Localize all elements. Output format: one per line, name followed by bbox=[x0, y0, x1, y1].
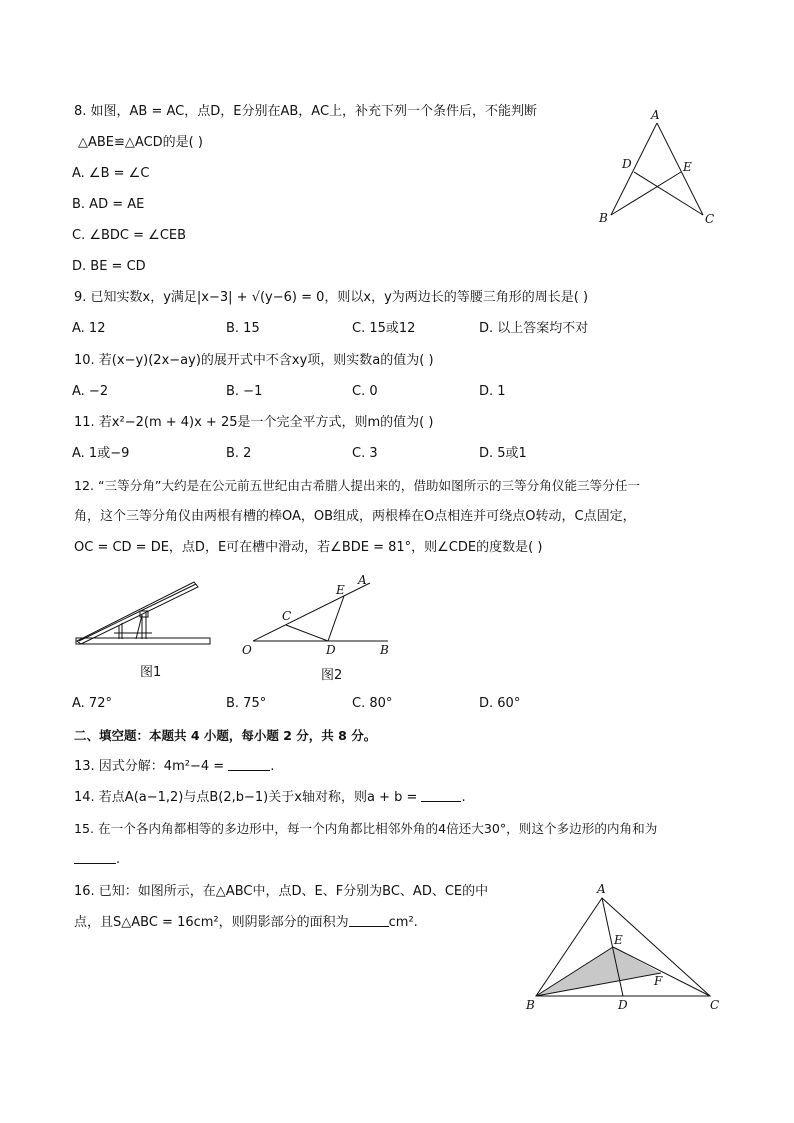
q12-figure2-caption: 图2 bbox=[321, 668, 343, 683]
q16-text: 点，且S△ABC = 16cm²，则阴影部分的面积为 bbox=[74, 915, 349, 930]
q12-option-c: C. 80° bbox=[352, 696, 393, 711]
q12-option-b: B. 75° bbox=[226, 696, 267, 711]
q8-option-d: D. BE = CD bbox=[72, 259, 146, 274]
q16-label-b: B bbox=[526, 998, 535, 1012]
q16-stem-line2 bbox=[74, 914, 418, 932]
q13-text: 13. 因式分解：4m²−4 = bbox=[74, 759, 229, 774]
q12-option-d: D. 60° bbox=[479, 696, 521, 711]
q10-option-b: B. −1 bbox=[226, 384, 263, 399]
q10-option-a: A. −2 bbox=[72, 384, 109, 399]
q14-answer-blank[interactable] bbox=[421, 789, 461, 802]
q10-option-c: C. 0 bbox=[352, 384, 378, 399]
q12-angle-figure bbox=[238, 570, 398, 662]
q12-trisector-device-figure bbox=[74, 575, 214, 650]
q8-option-c: C. ∠BDC = ∠CEB bbox=[72, 228, 187, 243]
q14-text: 14. 若点A(a−1,2)与点B(2,b−1)关于x轴对称，则a + b = bbox=[74, 790, 422, 805]
q8-label-a: A bbox=[651, 108, 660, 122]
q16-triangle-figure bbox=[520, 878, 730, 1018]
q16-label-e: E bbox=[614, 933, 623, 947]
q12-label-b: B bbox=[380, 643, 389, 657]
q8-option-a: A. ∠B = ∠C bbox=[72, 166, 150, 181]
q12-stem-line2: 角，这个三等分角仪由两根有槽的棒OA，OB组成，两根棒在O点相连并可绕点O转动，C点固定， bbox=[74, 509, 636, 524]
q13-stem bbox=[74, 758, 274, 776]
q16-label-c: C bbox=[710, 998, 720, 1012]
q11-option-b: B. 2 bbox=[226, 446, 252, 461]
q12-label-e: E bbox=[336, 583, 345, 597]
q8-label-d: D bbox=[622, 157, 632, 171]
q8-option-b: B. AD = AE bbox=[72, 197, 145, 212]
q12-label-c: C bbox=[282, 609, 292, 623]
q11-option-c: C. 3 bbox=[352, 446, 378, 461]
q16-label-d: D bbox=[618, 998, 628, 1012]
q15-answer-blank[interactable] bbox=[74, 851, 116, 864]
q12-label-d: D bbox=[326, 643, 336, 657]
q8-stem-line2: △ABE≌△ACD的是( ) bbox=[78, 135, 203, 150]
q9-option-c: C. 15或12 bbox=[352, 321, 416, 336]
q16-shaded-region bbox=[536, 947, 661, 996]
q11-option-a: A. 1或−9 bbox=[72, 446, 130, 461]
q8-label-e: E bbox=[683, 160, 692, 174]
q8-stem-line1: 8. 如图，AB = AC，点D，E分别在AB，AC上，补充下列一个条件后，不能判断 bbox=[74, 104, 538, 119]
q15-stem-line1: 15. 在一个各内角都相等的多边形中，每一个内角都比相邻外角的4倍还大30°，则这个多边形的内角和为 bbox=[74, 821, 658, 836]
q12-stem-line1: 12. “三等分角”大约是在公元前五世纪由古希腊人提出来的，借助如图所示的三等分角仪能三等分任一 bbox=[74, 478, 641, 493]
q15-stem-line2 bbox=[74, 851, 120, 869]
q16-label-a: A bbox=[597, 882, 606, 896]
q12-figure1-caption: 图1 bbox=[140, 665, 162, 680]
q9-option-b: B. 15 bbox=[226, 321, 260, 336]
q8-label-c: C bbox=[705, 212, 715, 226]
q16-unit: cm². bbox=[388, 915, 418, 930]
q11-option-d: D. 5或1 bbox=[479, 446, 527, 461]
q9-option-d: D. 以上答案均不对 bbox=[479, 321, 589, 336]
q12-label-a: A bbox=[358, 573, 367, 587]
q16-stem-line1: 16. 已知：如图所示，在△ABC中，点D、E、F分别为BC、AD、CE的中 bbox=[74, 884, 489, 899]
q12-option-a: A. 72° bbox=[72, 696, 112, 711]
q16-label-f: F bbox=[654, 974, 663, 988]
q10-stem: 10. 若(x−y)(2x−ay)的展开式中不含xy项，则实数a的值为( ) bbox=[74, 353, 434, 368]
q13-end: . bbox=[270, 759, 275, 774]
q14-stem bbox=[74, 789, 466, 807]
q9-option-a: A. 12 bbox=[72, 321, 106, 336]
q10-option-d: D. 1 bbox=[479, 384, 506, 399]
q15-end: . bbox=[116, 852, 121, 867]
q14-end: . bbox=[461, 790, 466, 805]
section-fill-in-title: 二、填空题：本题共 4 小题，每小题 2 分，共 8 分。 bbox=[74, 728, 377, 743]
q11-stem: 11. 若x²−2(m + 4)x + 25是一个完全平方式，则m的值为( ) bbox=[74, 415, 434, 430]
q12-label-o: O bbox=[242, 643, 252, 657]
q8-label-b: B bbox=[599, 211, 608, 225]
q9-stem: 9. 已知实数x，y满足|x−3| + √(y−6) = 0，则以x，y为两边长的等腰三角形的周长是( ) bbox=[74, 290, 589, 305]
q16-answer-blank[interactable] bbox=[349, 914, 389, 927]
q12-stem-line3: OC = CD = DE，点D，E可在槽中滑动，若∠BDE = 81°，则∠CDE的度数是( ) bbox=[74, 540, 543, 555]
q13-answer-blank[interactable] bbox=[228, 758, 270, 771]
q8-triangle-figure bbox=[595, 105, 725, 230]
